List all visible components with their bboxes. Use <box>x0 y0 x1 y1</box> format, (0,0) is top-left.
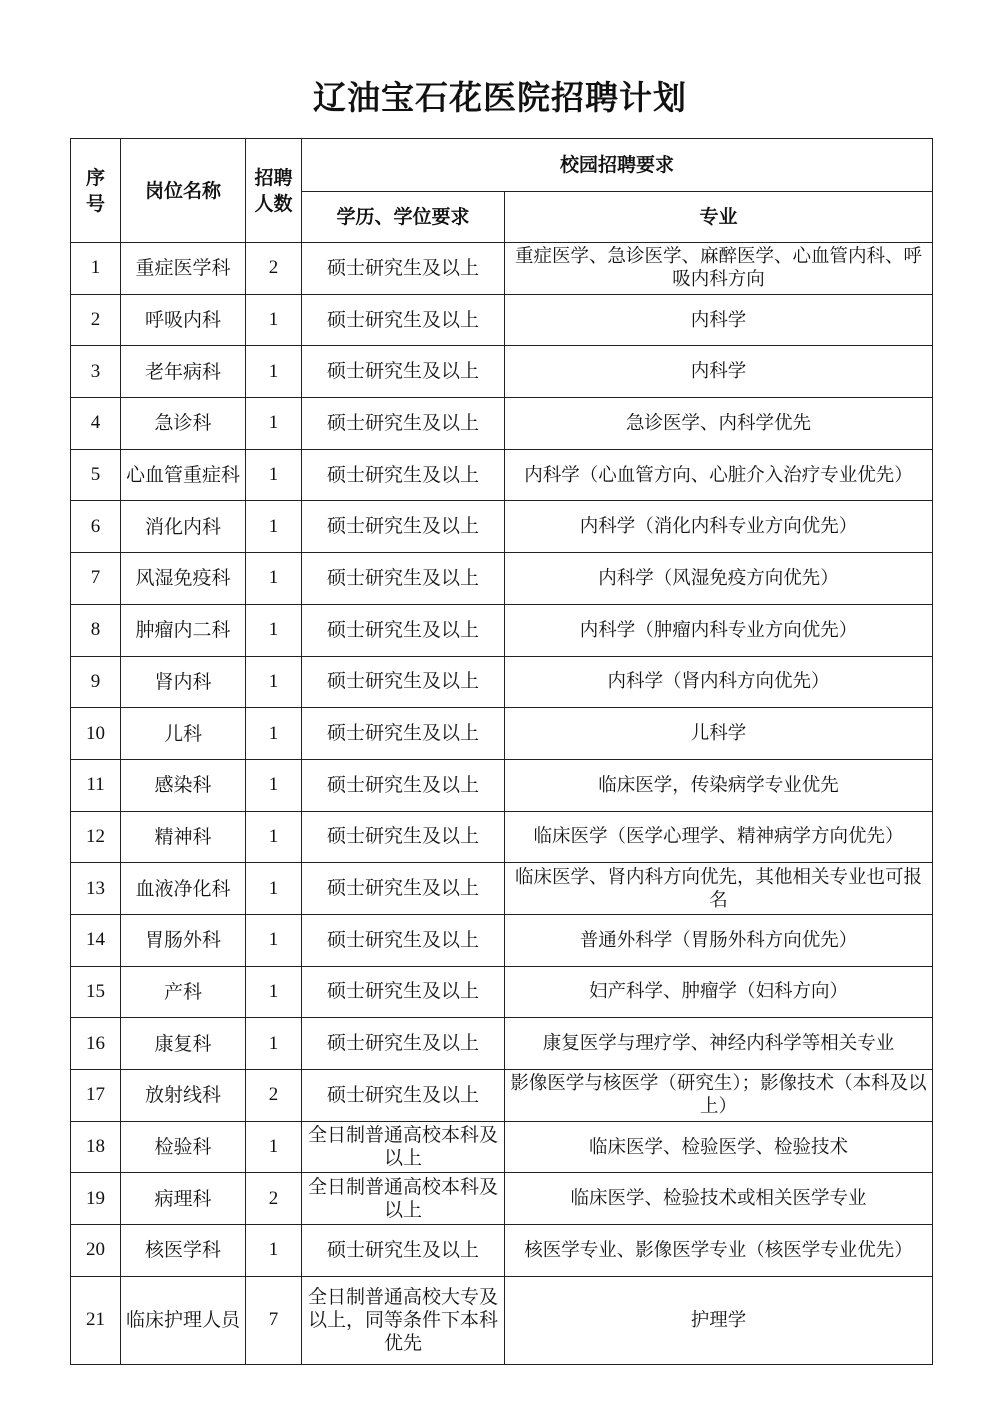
row-position: 产科 <box>121 966 246 1018</box>
row-position: 心血管重症科 <box>121 449 246 501</box>
table-row <box>71 1070 933 1122</box>
row-education: 硕士研究生及以上 <box>302 398 505 450</box>
row-count: 1 <box>246 1018 302 1070</box>
row-education: 硕士研究生及以上 <box>302 1225 505 1277</box>
row-index: 3 <box>71 346 121 398</box>
row-position: 儿科 <box>121 708 246 760</box>
row-index: 21 <box>71 1276 121 1364</box>
row-count: 1 <box>246 449 302 501</box>
row-index: 7 <box>71 553 121 605</box>
row-index: 11 <box>71 759 121 811</box>
row-count: 1 <box>246 863 302 915</box>
row-major: 急诊医学、内科学优先 <box>505 398 933 450</box>
row-education: 全日制普通高校本科及以上 <box>302 1173 505 1225</box>
table-row <box>71 708 933 760</box>
row-major: 康复医学与理疗学、神经内科学等相关专业 <box>505 1018 933 1070</box>
row-education: 硕士研究生及以上 <box>302 449 505 501</box>
table-row <box>71 604 933 656</box>
row-index: 14 <box>71 914 121 966</box>
row-education: 硕士研究生及以上 <box>302 1070 505 1122</box>
table-row <box>71 914 933 966</box>
row-major: 妇产科学、肿瘤学（妇科方向） <box>505 966 933 1018</box>
row-education: 全日制普通高校本科及以上 <box>302 1121 505 1173</box>
header-education: 学历、学位要求 <box>302 192 505 243</box>
row-position: 放射线科 <box>121 1070 246 1122</box>
row-position: 老年病科 <box>121 346 246 398</box>
row-count: 1 <box>246 759 302 811</box>
row-education: 硕士研究生及以上 <box>302 501 505 553</box>
row-position: 胃肠外科 <box>121 914 246 966</box>
row-count: 2 <box>246 1173 302 1225</box>
row-major: 内科学（消化内科专业方向优先） <box>505 501 933 553</box>
row-index: 5 <box>71 449 121 501</box>
row-major: 内科学 <box>505 294 933 346</box>
row-education: 硕士研究生及以上 <box>302 708 505 760</box>
row-index: 1 <box>71 243 121 295</box>
row-major: 核医学专业、影像医学专业（核医学专业优先） <box>505 1225 933 1277</box>
row-index: 8 <box>71 604 121 656</box>
row-major: 临床医学、肾内科方向优先，其他相关专业也可报名 <box>505 863 933 915</box>
row-education: 硕士研究生及以上 <box>302 294 505 346</box>
row-count: 7 <box>246 1276 302 1364</box>
row-count: 1 <box>246 914 302 966</box>
row-position: 风湿免疫科 <box>121 553 246 605</box>
row-education: 硕士研究生及以上 <box>302 759 505 811</box>
row-index: 18 <box>71 1121 121 1173</box>
row-major: 影像医学与核医学（研究生）；影像技术（本科及以上） <box>505 1070 933 1122</box>
row-count: 1 <box>246 1121 302 1173</box>
row-education: 硕士研究生及以上 <box>302 811 505 863</box>
table-row <box>71 398 933 450</box>
header-count: 招聘人数 <box>246 139 302 243</box>
row-major: 内科学（风湿免疫方向优先） <box>505 553 933 605</box>
row-count: 1 <box>246 604 302 656</box>
row-education: 全日制普通高校大专及以上，同等条件下本科优先 <box>302 1276 505 1364</box>
row-index: 10 <box>71 708 121 760</box>
row-count: 1 <box>246 1225 302 1277</box>
table-row <box>71 294 933 346</box>
row-education: 硕士研究生及以上 <box>302 656 505 708</box>
row-major: 临床医学（医学心理学、精神病学方向优先） <box>505 811 933 863</box>
row-major: 重症医学、急诊医学、麻醉医学、心血管内科、呼吸内科方向 <box>505 243 933 295</box>
row-count: 1 <box>246 656 302 708</box>
row-education: 硕士研究生及以上 <box>302 914 505 966</box>
row-index: 16 <box>71 1018 121 1070</box>
table-row <box>71 449 933 501</box>
header-index: 序号 <box>71 139 121 243</box>
row-education: 硕士研究生及以上 <box>302 604 505 656</box>
row-education: 硕士研究生及以上 <box>302 243 505 295</box>
row-major: 内科学（肾内科方向优先） <box>505 656 933 708</box>
row-index: 20 <box>71 1225 121 1277</box>
row-education: 硕士研究生及以上 <box>302 553 505 605</box>
table-row <box>71 1121 933 1173</box>
table-body <box>71 243 933 1365</box>
row-count: 1 <box>246 966 302 1018</box>
table-row <box>71 656 933 708</box>
row-count: 1 <box>246 708 302 760</box>
table-row <box>71 1173 933 1225</box>
table-row <box>71 1018 933 1070</box>
row-position: 核医学科 <box>121 1225 246 1277</box>
table-row <box>71 811 933 863</box>
row-index: 9 <box>71 656 121 708</box>
row-education: 硕士研究生及以上 <box>302 346 505 398</box>
row-major: 临床医学、检验技术或相关医学专业 <box>505 1173 933 1225</box>
row-position: 急诊科 <box>121 398 246 450</box>
table-row <box>71 553 933 605</box>
row-index: 2 <box>71 294 121 346</box>
row-position: 肿瘤内二科 <box>121 604 246 656</box>
row-count: 1 <box>246 811 302 863</box>
row-position: 病理科 <box>121 1173 246 1225</box>
row-education: 硕士研究生及以上 <box>302 1018 505 1070</box>
header-campus-requirements: 校园招聘要求 <box>302 139 933 192</box>
row-index: 4 <box>71 398 121 450</box>
row-position: 检验科 <box>121 1121 246 1173</box>
table-row <box>71 243 933 295</box>
header-position: 岗位名称 <box>121 139 246 243</box>
table-row <box>71 1276 933 1364</box>
table-row <box>71 1225 933 1277</box>
row-position: 康复科 <box>121 1018 246 1070</box>
row-count: 2 <box>246 1070 302 1122</box>
table-row <box>71 759 933 811</box>
row-count: 1 <box>246 398 302 450</box>
row-index: 13 <box>71 863 121 915</box>
table-row <box>71 966 933 1018</box>
row-education: 硕士研究生及以上 <box>302 863 505 915</box>
row-major: 临床医学、检验医学、检验技术 <box>505 1121 933 1173</box>
row-major: 普通外科学（胃肠外科方向优先） <box>505 914 933 966</box>
row-count: 1 <box>246 346 302 398</box>
row-position: 精神科 <box>121 811 246 863</box>
row-index: 6 <box>71 501 121 553</box>
row-count: 2 <box>246 243 302 295</box>
row-major: 临床医学，传染病学专业优先 <box>505 759 933 811</box>
row-index: 17 <box>71 1070 121 1122</box>
row-position: 重症医学科 <box>121 243 246 295</box>
row-position: 感染科 <box>121 759 246 811</box>
row-major: 内科学（心血管方向、心脏介入治疗专业优先） <box>505 449 933 501</box>
table-row <box>71 346 933 398</box>
row-education: 硕士研究生及以上 <box>302 966 505 1018</box>
row-count: 1 <box>246 553 302 605</box>
page-title: 辽油宝石花医院招聘计划 <box>313 78 687 117</box>
row-position: 呼吸内科 <box>121 294 246 346</box>
row-major: 内科学 <box>505 346 933 398</box>
row-position: 肾内科 <box>121 656 246 708</box>
row-index: 12 <box>71 811 121 863</box>
row-position: 消化内科 <box>121 501 246 553</box>
row-index: 19 <box>71 1173 121 1225</box>
row-index: 15 <box>71 966 121 1018</box>
row-position: 临床护理人员 <box>121 1276 246 1364</box>
header-major: 专业 <box>505 192 933 243</box>
table-row <box>71 863 933 915</box>
row-count: 1 <box>246 501 302 553</box>
row-count: 1 <box>246 294 302 346</box>
table-row <box>71 501 933 553</box>
row-major: 儿科学 <box>505 708 933 760</box>
row-major: 内科学（肿瘤内科专业方向优先） <box>505 604 933 656</box>
recruitment-table <box>70 138 933 1365</box>
row-position: 血液净化科 <box>121 863 246 915</box>
row-major: 护理学 <box>505 1276 933 1364</box>
